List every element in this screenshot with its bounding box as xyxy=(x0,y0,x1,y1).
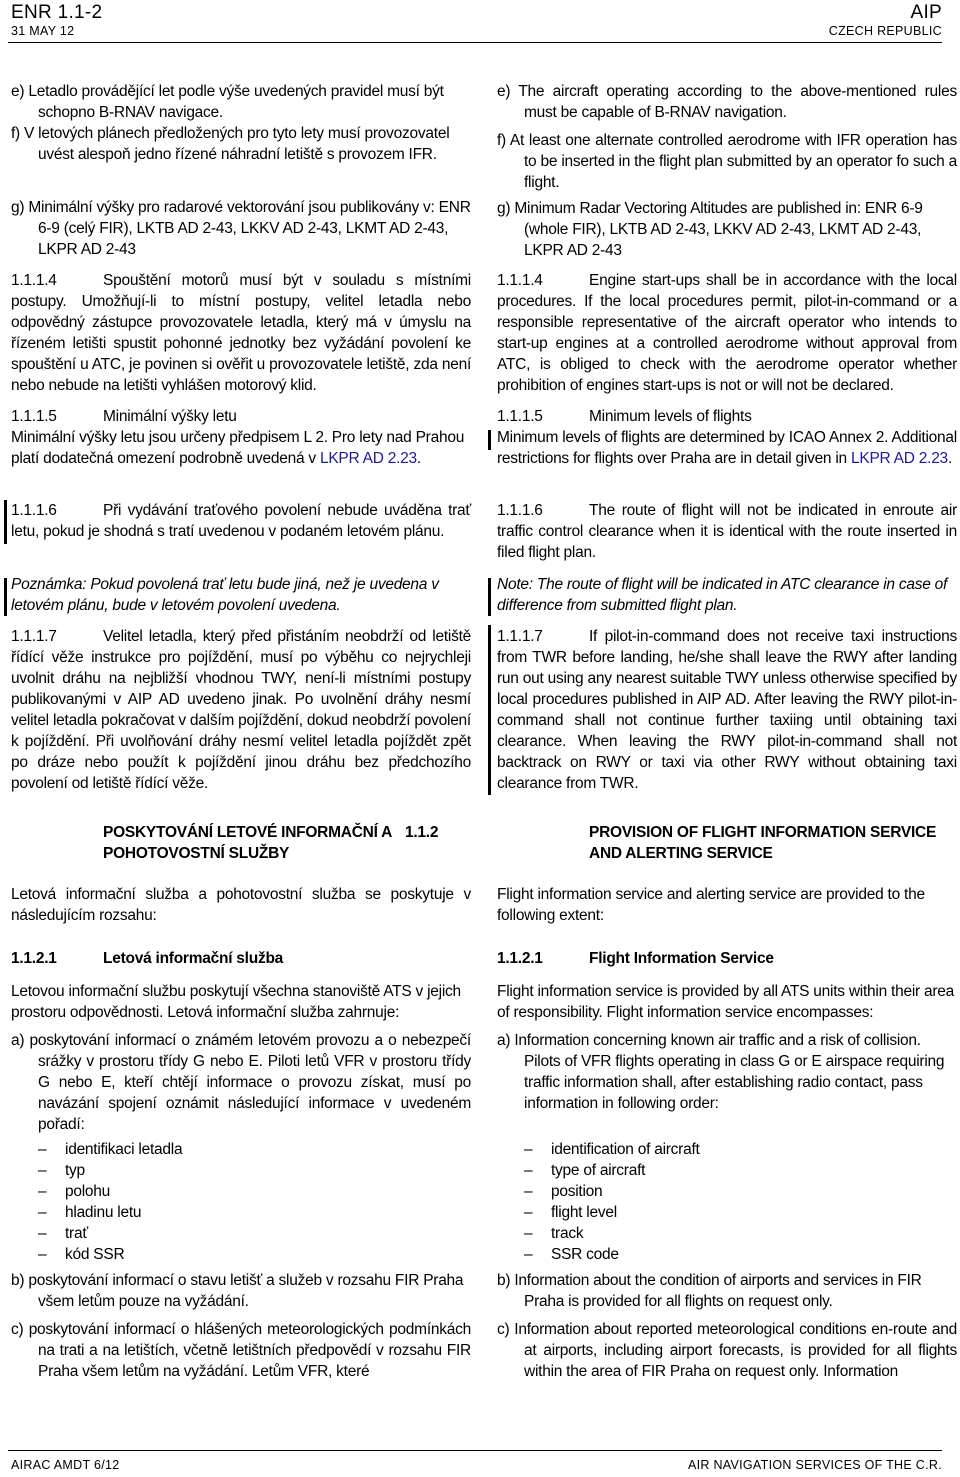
en-dash-text: identification of aircraft xyxy=(551,1141,700,1158)
cz-para-1117-number: 1.1.1.7 xyxy=(11,628,57,645)
czech-column xyxy=(11,81,471,123)
en-item-b: b) Information about the condition of airports and services in FIR Praha is provided for all flights on request only. xyxy=(497,1272,922,1310)
cz-item-c: c) poskytování informací o hlášených meteorologických podmínkách na trati a na letištích, včetně letištních předpovědí v rozsahu FIR Praha všem letům na vyžádání. Letům VFR, které xyxy=(11,1321,471,1380)
en-dash-list xyxy=(497,1139,957,1265)
cz-para-1114-number: 1.1.1.4 xyxy=(11,272,57,289)
en-note: Note: The route of flight will be indicated in ATC clearance in case of difference from submitted flight plan. xyxy=(497,576,948,614)
cz-item-f: f) V letových plánech předložených pro tyto lety musí provozovatel uvést alespoň jedno řízené náhradní letiště s provozem IFR. xyxy=(11,125,450,163)
en-block-117 xyxy=(497,626,957,794)
cz-section-112-text: Letová informační služba a pohotovostní služba se poskytuje v následujícím rozsahu: xyxy=(11,886,471,924)
dash-icon: – xyxy=(38,1141,47,1158)
cz-para-1115-text: Minimální výšky letu jsou určeny předpisem L 2. Pro lety nad Prahou platí dodatečná omezení podrobně uvedená v xyxy=(11,429,465,467)
en-section-1121-title: Flight Information Service xyxy=(589,950,774,967)
cz-link-lkpr-ad-223[interactable]: LKPR AD 2.23 xyxy=(319,450,417,467)
english-column xyxy=(497,81,957,123)
en-dash-item xyxy=(497,1160,957,1181)
en-dash-text: position xyxy=(551,1183,603,1200)
dash-icon: – xyxy=(524,1162,533,1179)
cz-para-1114-text: Spouštění motorů musí být v souladu s místními postupy. Umožňují-li to místní postupy, velitel letadla nebo odpovědný zástupce provozovatele letadla, který má v úmyslu na řízeném letišti spustit pohonné jednotky bez vyžádání povolení ke spouštění u ATC, je povinen si ověřit u provozovatele letiště, zda není nebo nebude na letišti vyhlášen motorový klid. xyxy=(11,272,471,394)
dash-icon: – xyxy=(38,1204,47,1221)
dash-icon: – xyxy=(524,1204,533,1221)
cz-block-f xyxy=(11,123,471,165)
cz-dash-text: kód SSR xyxy=(65,1246,125,1263)
cz-section-1121-title: Letová informační služba xyxy=(103,950,284,967)
cz-para-1117-text: Velitel letadla, který před přistáním neobdrží od letiště řídící věže instrukce pro pojíždění, musí po výběhu co nejrychleji uvolnit dráhu na nejbližší vhodnou TWY, není-li místními postupy publikovanými v AIP AD uvedeno jinak. Po uvolnění dráhy nesmí velitel letadla pokračovat v dalším pojíždění, dokud neobdrží povolení k pojíždění. Při uvolňování dráhy nesmí velitel letadla pojíždět zpět po dráze nebo použít k pojíždění jinou dráhu bez předchozího povolení od letiště řídící věže. xyxy=(11,628,471,792)
dash-icon: – xyxy=(38,1246,47,1263)
cz-item-b: b) poskytování informací o stavu letišť a služeb v rozsahu FIR Praha všem letům pouze na vyžádání. xyxy=(11,1272,464,1310)
cz-block-c xyxy=(11,1319,471,1382)
cz-block-121-text xyxy=(11,981,471,1023)
cz-para-1116-number: 1.1.1.6 xyxy=(11,502,57,519)
cz-dash-text: trať xyxy=(65,1225,88,1242)
en-block-f xyxy=(497,130,957,193)
cz-note: Poznámka: Pokud povolená trať letu bude jiná, než je uvedena v letovém plánu, bude v letovém povolení uvedena. xyxy=(11,576,439,614)
cz-dash-item xyxy=(11,1223,471,1244)
cz-block-12 xyxy=(11,822,471,864)
en-block-116 xyxy=(497,500,957,563)
cz-block-b xyxy=(11,1270,471,1312)
cz-para-1115-end: . xyxy=(416,450,421,467)
header-left xyxy=(11,2,102,38)
en-block-12 xyxy=(405,822,957,864)
cz-item-a: a) poskytování informací o známém letovém provozu a o nebezpečí srážky v prostoru třídy G nebo E. Piloti letů VFR v prostoru třídy G nebo E, kteří chtějí informace o provozu získat, musí po navázání spojení oznámit následující informace v uvedeném pořadí: xyxy=(11,1032,471,1133)
cz-section-1121-text: Letovou informační službu poskytují všechna stanoviště ATS v jejich prostoru odpovědnosti. Letová informační služba zahrnuje: xyxy=(11,983,461,1021)
en-para-1117-number: 1.1.1.7 xyxy=(497,628,543,645)
dash-icon: – xyxy=(38,1162,47,1179)
dash-icon: – xyxy=(38,1183,47,1200)
footer-publisher: AIR NAVIGATION SERVICES OF THE C.R. xyxy=(687,1458,942,1472)
dash-icon: – xyxy=(524,1183,533,1200)
cz-item-g: g) Minimální výšky pro radarové vektorování jsou publikovány v: ENR 6-9 (celý FIR), LKTB AD 2-43, LKKV AD 2-43, LKMT AD 2-43, LKPR AD 2-43 xyxy=(11,199,471,258)
en-section-112-number: 1.1.2 xyxy=(405,824,439,841)
en-para-1116-text: The route of flight will not be indicated in enroute air traffic control clearance when it is identical with the route inserted in filed flight plan. xyxy=(497,502,957,561)
en-dash-text: flight level xyxy=(551,1204,617,1221)
en-block-note xyxy=(497,574,957,616)
dash-icon: – xyxy=(38,1225,47,1242)
change-bar-en-2 xyxy=(488,578,491,616)
footer-amendment: AIRAC AMDT 6/12 xyxy=(11,1458,120,1472)
en-item-c: c) Information about reported meteorological conditions en-route and at airports, including airport forecasts, is provided for all flights within the area of FIR Praha on request only. Information xyxy=(497,1321,957,1380)
en-section-112-title: PROVISION OF FLIGHT INFORMATION SERVICE AND ALERTING SERVICE xyxy=(589,824,937,862)
cz-para-1116-text: Při vydávání traťového povolení nebude uváděna trať letu, pokud je shodná s tratí uvedenou v podaném letovém plánu. xyxy=(11,502,471,540)
cz-block-note xyxy=(11,574,471,616)
en-block-114 xyxy=(497,270,957,396)
cz-para-1115-number: 1.1.1.5 xyxy=(11,408,57,425)
en-section-112-text: Flight information service and alerting service are provided to the following extent: xyxy=(497,886,925,924)
document-series: AIP xyxy=(910,2,942,23)
cz-section-112-title: POSKYTOVÁNÍ LETOVÉ INFORMAČNÍ A POHOTOVOSTNÍ SLUŽBY xyxy=(103,824,392,862)
dash-icon: – xyxy=(524,1225,533,1242)
en-item-f: f) At least one alternate controlled aerodrome with IFR operation has to be inserted in the flight plan submitted by an operator fo such a flight. xyxy=(497,132,957,191)
change-bar-cz-1 xyxy=(4,500,7,544)
en-dash-item xyxy=(497,1244,957,1265)
en-dash-item xyxy=(497,1181,957,1202)
cz-dash-item xyxy=(11,1202,471,1223)
en-item-a: a) Information concerning known air traffic and a risk of collision. Pilots of VFR flights operating in class G or E airspace requiring traffic information shall, after establishing radio contact, pass information in following order: xyxy=(497,1032,945,1112)
en-item-g: g) Minimum Radar Vectoring Altitudes are published in: ENR 6-9 (whole FIR), LKTB AD 2-43, LKKV AD 2-43, LKMT AD 2-43, LKPR AD 2-43 xyxy=(497,200,923,259)
cz-dash-text: polohu xyxy=(65,1183,111,1200)
cz-dash-item xyxy=(11,1181,471,1202)
document-date: 31 MAY 12 xyxy=(11,24,75,38)
change-bar-cz-2 xyxy=(4,578,7,616)
en-para-1115-text: Minimum levels of flights are determined by ICAO Annex 2. Additional restrictions for flights over Praha are in detail given in xyxy=(497,429,957,467)
cz-block-a xyxy=(11,1030,471,1135)
cz-block-114 xyxy=(11,270,471,396)
cz-dash-list xyxy=(11,1139,471,1265)
en-dash-text: type of aircraft xyxy=(551,1162,646,1179)
en-block-115 xyxy=(497,406,957,469)
cz-dash-item xyxy=(11,1244,471,1265)
header-rule xyxy=(8,42,942,43)
cz-block-121 xyxy=(11,948,471,969)
en-section-1121-text: Flight information service is provided by all ATS units within their area of responsibility. Flight information service encompasses: xyxy=(497,983,955,1021)
cz-block-116 xyxy=(11,500,471,542)
en-para-1116-number: 1.1.1.6 xyxy=(497,502,543,519)
footer-rule xyxy=(8,1450,942,1451)
cz-section-112-number xyxy=(11,822,103,843)
cz-para-1115-title: Minimální výšky letu xyxy=(103,408,237,425)
en-block-c xyxy=(497,1319,957,1382)
cz-para-1114 xyxy=(11,270,471,396)
en-block-g xyxy=(497,198,957,261)
en-block-121 xyxy=(497,948,957,969)
en-block-a xyxy=(497,1030,957,1114)
en-dash-item xyxy=(497,1139,957,1160)
cz-block-115 xyxy=(11,406,471,469)
cz-block-12-text xyxy=(11,884,471,926)
en-para-1117-text: If pilot-in-command does not receive taxi instructions from TWR before landing, he/she shall leave the RWY after landing run out using any nearest suitable TWY unless otherwise specified by local procedures published in AIP AD. After leaving the RWY pilot-in-command shall not continue further taxiing until obtaining taxi clearance. When leaving the RWY pilot-in-command shall not backtrack on RWY or taxi via other RWY without obtaining taxi clearance from TWR. xyxy=(497,628,957,792)
document-page-ref: ENR 1.1-2 xyxy=(11,2,103,23)
en-para-1115-title: Minimum levels of flights xyxy=(589,408,752,425)
document-country: CZECH REPUBLIC xyxy=(828,24,942,38)
cz-dash-text: typ xyxy=(65,1162,85,1179)
cz-section-1121-number: 1.1.2.1 xyxy=(11,950,57,967)
cz-block-117 xyxy=(11,626,471,794)
change-bar-en-1 xyxy=(488,430,491,450)
en-link-lkpr-ad-223[interactable]: LKPR AD 2.23 xyxy=(850,450,948,467)
en-item-e: e) The aircraft operating according to the above-mentioned rules must be capable of B-RNAV navigation. xyxy=(497,83,957,121)
cz-dash-item xyxy=(11,1139,471,1160)
en-block-b xyxy=(497,1270,957,1312)
en-section-1121-number: 1.1.2.1 xyxy=(497,950,543,967)
cz-item-e: e) Letadlo provádějící let podle výše uvedených pravidel musí být schopno B-RNAV navigace. xyxy=(11,83,444,121)
cz-dash-text: identifikaci letadla xyxy=(65,1141,183,1158)
en-para-1115-end: . xyxy=(947,450,952,467)
en-para-1114-number: 1.1.1.4 xyxy=(497,272,543,289)
en-dash-item xyxy=(497,1223,957,1244)
cz-dash-text: hladinu letu xyxy=(65,1204,142,1221)
dash-icon: – xyxy=(524,1141,533,1158)
cz-dash-item xyxy=(11,1160,471,1181)
en-block-121-text xyxy=(497,981,957,1023)
cz-block-g xyxy=(11,197,471,260)
en-para-1114-text: Engine start-ups shall be in accordance with the local procedures. If the local procedures permit, pilot-in-command or a responsible representative of the aircraft operator who intends to start-up engines at a controlled aerodrome without approval from ATC, is obliged to check with the aerodrome operator whether prohibition of engines start-ups is not or will not be declared. xyxy=(497,272,957,394)
header-right xyxy=(829,2,942,38)
en-block-12-text xyxy=(497,884,957,926)
change-bar-en-3 xyxy=(488,625,491,795)
en-para-1115-number: 1.1.1.5 xyxy=(497,408,543,425)
en-dash-text: track xyxy=(551,1225,584,1242)
en-dash-item xyxy=(497,1202,957,1223)
en-dash-text: SSR code xyxy=(551,1246,619,1263)
dash-icon: – xyxy=(524,1246,533,1263)
